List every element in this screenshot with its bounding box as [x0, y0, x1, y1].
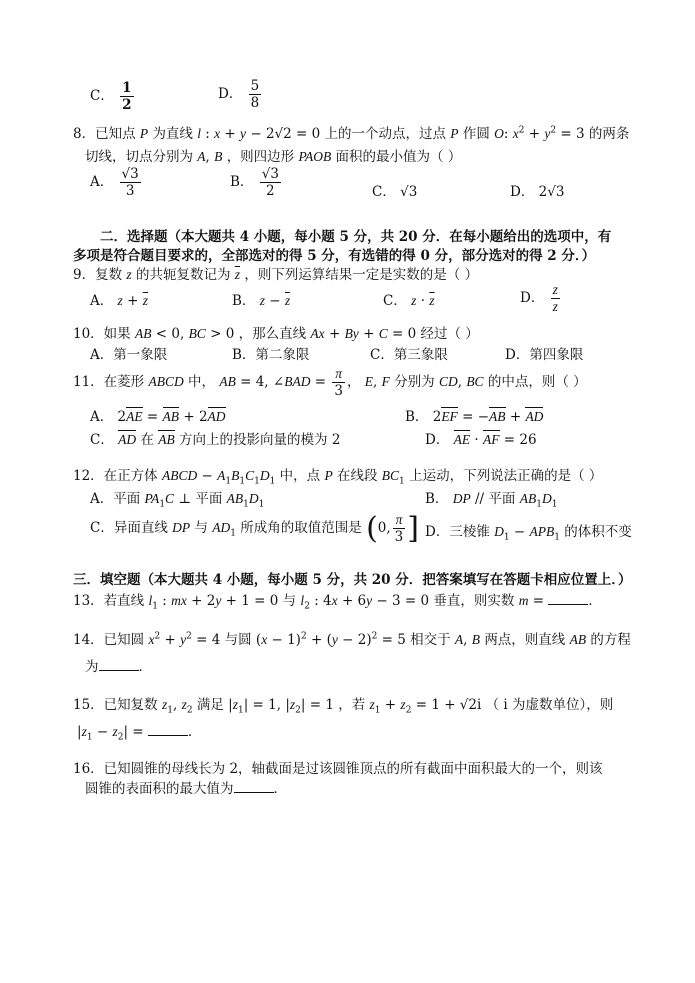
q8-option-c: C． √3 — [372, 184, 418, 200]
section2-heading: 二．选择题（本大题共 4 小题，每小题 5 分，共 20 分．在每小题给出的选项中，有 — [100, 229, 612, 245]
q8-option-a: A． $\frac{√3}{3}$ — [90, 166, 139, 199]
q14-line2: 为 ． — [85, 659, 152, 675]
q16-stem: 16．已知圆锥的母线长为 2，轴截面是过该圆锥顶点的所有截面中面积最大的一个，则该 — [73, 761, 603, 777]
q8-option-b: B． $\frac{√3}{2}$ — [230, 166, 279, 199]
q9-stem: 9．复数 z 的共轭复数记为 $\overline{z}$ ，则下列运算结果一定是实数的是（ ） — [73, 267, 479, 283]
q12-option-b: B． DP // 平面 $AB_1D_1$ — [425, 491, 558, 510]
q7-option-d: D． $\frac{5}{8}$ — [218, 78, 260, 111]
q9-option-c: C． $z \cdot \overline{z}$ — [383, 293, 435, 309]
q11-option-a: A． 2AE = AB + 2AD — [90, 409, 226, 425]
q15-line2: $|z_1 - z_2|$ = ． — [77, 724, 202, 743]
q9-option-b: B． $z - \overline{z}$ — [232, 293, 291, 309]
q13-stem: 13．若直线 $l_1$ : mx + 2y + 1 = 0 与 $l_2$ : 4x + 6y − 3 = 0 垂直，则实数 m = ． — [73, 593, 602, 612]
section3-heading: 三．填空题（本大题共 4 小题，每小题 5 分，共 20 分．把答案填写在答题卡相应位置上．） — [73, 572, 632, 588]
q9-option-a: A． $z + \overline{z}$ — [90, 293, 148, 309]
q10-option-d: D．第四象限 — [505, 347, 584, 363]
q12-option-d: D．三棱锥 $D_1 - APB_1$ 的体积不变 — [425, 524, 632, 543]
q10-option-b: B．第二象限 — [232, 347, 310, 363]
q11-stem: 11．在菱形 ABCD 中， AB = 4, ∠BAD = $\frac{\pi}{3}$ ， E, F 分别为 CD, BC 的中点，则（ ） — [73, 366, 587, 399]
q14-answer-blank[interactable] — [99, 658, 139, 671]
q11-option-d: D． AE · AF = 26 — [425, 432, 537, 448]
q16-line2: 圆锥的表面积的最大值为 ． — [85, 781, 287, 797]
q13-answer-blank[interactable] — [548, 592, 588, 605]
q15-stem: 15．已知复数 $z_1$, $z_2$ 满足 $|z_1| = 1$, $|z_2| = 1$ ，若 $z_1 + z_2 = 1 + √2i$ （ i 为虚数单位），则 — [73, 697, 614, 716]
q15-answer-blank[interactable] — [148, 723, 188, 736]
q12-stem: 12．在正方体 ABCD − $A_1B_1C_1D_1$ 中，点 P 在线段 $BC_1$ 上运动，下列说法正确的是（ ） — [73, 468, 603, 487]
q9-option-d: D． $\frac{z}{z}$ — [520, 282, 558, 314]
q11-option-b: B． 2EF = −AB + AD — [405, 409, 544, 425]
q12-option-a: A．平面 $PA_1C$ ⊥ 平面 $AB_1D_1$ — [90, 491, 265, 510]
q14-stem: 14．已知圆 $x^2 + y^2 = 4$ 与圆 $(x - 1)^2 + (y - 2)^2 = 5$ 相交于 A, B 两点，则直线 AB 的方程 — [73, 631, 631, 648]
q10-option-c: C．第三象限 — [370, 347, 448, 363]
q8-stem-line1: 8．已知点 P 为直线 l : x + y − 2√2 = 0 上的一个动点，过点 P 作圆 O: $x^2 + y^2 = 3$ 的两条 — [73, 125, 630, 142]
section2-heading-line2: 多项是符合题目要求的，全部选对的得 5 分，有选错的得 0 分，部分选对的得 2 分．） — [73, 248, 596, 264]
q11-option-c: C． AD 在 AB 方向上的投影向量的模为 2 — [90, 432, 341, 448]
q12-option-c: C．异面直线 DP 与 $AD_1$ 所成角的取值范围是 (0, $\frac{\pi}{3}$ ] — [90, 511, 419, 546]
q8-stem-line2: 切线，切点分别为 A, B ，则四边形 PAOB 面积的最小值为（ ） — [85, 149, 462, 165]
q7-option-c: C． $\frac{1}{2}$ — [90, 80, 132, 113]
q16-answer-blank[interactable] — [234, 780, 274, 793]
q8-option-d: D． 2√3 — [510, 184, 565, 200]
q10-stem: 10．如果 AB < 0, BC > 0 ，那么直线 Ax + By + C = 0 经过（ ） — [73, 326, 479, 342]
q10-option-a: A．第一象限 — [90, 347, 168, 363]
